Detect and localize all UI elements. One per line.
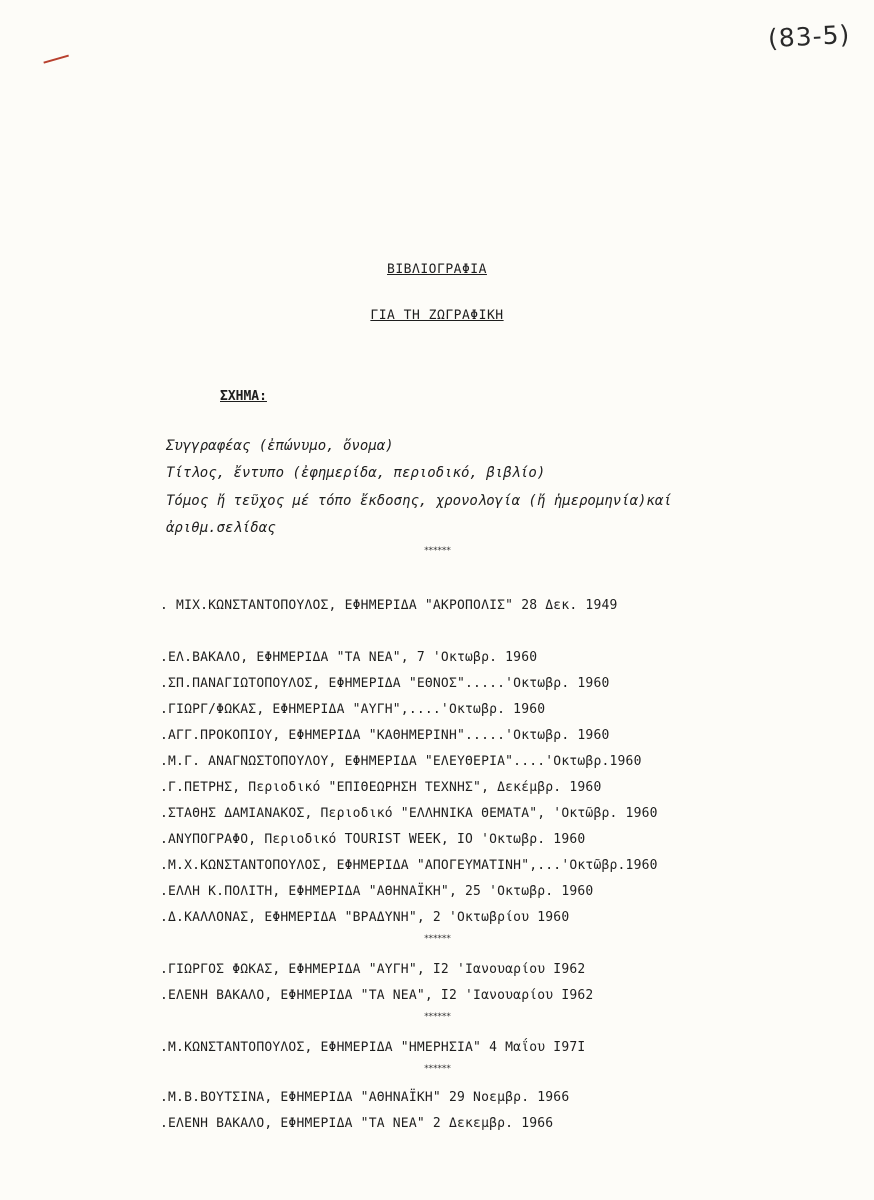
bibliography-entry: .Μ.Β.ΒΟΥΤΣΙΝΑ, ΕΦΗΜΕΡΙΔΑ "ΑΘΗΝΑΪΚΗ" 29 Νοεμβρ. 1966 — [160, 1090, 570, 1105]
bibliography-entry: .ΕΛ.ΒΑΚΑΛΟ, ΕΦΗΜΕΡΙΔΑ "ΤΑ ΝΕΑ", 7 'Οκτωβρ. 1960 — [160, 650, 538, 665]
separator: ****** — [423, 1012, 451, 1022]
page-subtitle: ΓΙΑ ΤΗ ΖΩΓΡΑΦΙΚΗ — [370, 308, 504, 323]
bibliography-entry: .ΕΛΕΝΗ ΒΑΚΑΛΟ, ΕΦΗΜΕΡΙΔΑ "ΤΑ ΝΕΑ", I2 'Ιανουαρίου I962 — [160, 988, 594, 1003]
handwritten-note: (83-5) — [767, 19, 851, 54]
bibliography-entry: .ΣΠ.ΠΑΝΑΓΙΩΤΟΠΟΥΛΟΣ, ΕΦΗΜΕΡΙΔΑ "ΕΘΝΟΣ".....'Οκτωβρ. 1960 — [160, 676, 610, 691]
separator: ****** — [423, 1064, 451, 1074]
bibliography-entry: .ΣΤΑΘΗΣ ΔΑΜΙΑΝΑΚΟΣ, Περιοδικό "ΕΛΛΗΝΙΚΑ ΘΕΜΑΤΑ", 'Οκτῶβρ. 1960 — [160, 806, 658, 821]
bibliography-entry: .Μ.Γ. ΑΝΑΓΝΩΣΤΟΠΟΥΛΟΥ, ΕΦΗΜΕΡΙΔΑ "ΕΛΕΥΘΕΡΙΑ"....'Οκτωβρ.1960 — [160, 754, 642, 769]
bibliography-entry: .Γ.ΠΕΤΡΗΣ, Περιοδικό "ΕΠΙΘΕΩΡΗΣΗ ΤΕΧΝΗΣ", Δεκέμβρ. 1960 — [160, 780, 602, 795]
schema-line: Συγγραφέας (ἐπώνυμο, ὄνομα) — [166, 438, 394, 454]
bibliography-entry: .Δ.ΚΑΛΛΟΝΑΣ, ΕΦΗΜΕΡΙΔΑ "ΒΡΑΔΥΝΗ", 2 'Οκτωβρίου 1960 — [160, 910, 570, 925]
bibliography-entry: .Μ.Χ.ΚΩΝΣΤΑΝΤΟΠΟΥΛΟΣ, ΕΦΗΜΕΡΙΔΑ "ΑΠΟΓΕΥΜΑΤΙΝΗ",...'Οκτῶβρ.1960 — [160, 858, 658, 873]
bibliography-entry: .ΕΛΕΝΗ ΒΑΚΑΛΟ, ΕΦΗΜΕΡΙΔΑ "ΤΑ ΝΕΑ" 2 Δεκεμβρ. 1966 — [160, 1116, 554, 1131]
page-title: ΒΙΒΛΙΟΓΡΑΦΙΑ — [387, 262, 487, 277]
bibliography-entry: .ΕΛΛΗ Κ.ΠΟΛΙΤΗ, ΕΦΗΜΕΡΙΔΑ "ΑΘΗΝΑΪΚΗ", 25 'Οκτωβρ. 1960 — [160, 884, 594, 899]
schema-label: ΣΧΗΜΑ: — [220, 389, 267, 404]
schema-line: ἀριθμ.σελίδας — [166, 520, 276, 536]
bibliography-entry: .ΑΝΥΠΟΓΡΑΦΟ, Περιοδικό TOURIST WEEK, IO 'Οκτωβρ. 1960 — [160, 832, 586, 847]
bibliography-entry: .ΓΙΩΡΓ/ΦΩΚΑΣ, ΕΦΗΜΕΡΙΔΑ "ΑΥΓΗ",....'Οκτωβρ. 1960 — [160, 702, 546, 717]
bibliography-entry: .Μ.ΚΩΝΣΤΑΝΤΟΠΟΥΛΟΣ, ΕΦΗΜΕΡΙΔΑ "ΗΜΕΡΗΣΙΑ" 4 Μαΐου I97I — [160, 1040, 586, 1055]
bibliography-entry: .ΓΙΩΡΓΟΣ ΦΩΚΑΣ, ΕΦΗΜΕΡΙΔΑ "ΑΥΓΗ", I2 'Ιανουαρίου I962 — [160, 962, 586, 977]
bibliography-entry: .ΑΓΓ.ΠΡΟΚΟΠΙΟΥ, ΕΦΗΜΕΡΙΔΑ "ΚΑΘΗΜΕΡΙΝΗ".....'Οκτωβρ. 1960 — [160, 728, 610, 743]
bibliography-entry: . ΜΙΧ.ΚΩΝΣΤΑΝΤΟΠΟΥΛΟΣ, ΕΦΗΜΕΡΙΔΑ "ΑΚΡΟΠΟΛΙΣ" 28 Δεκ. 1949 — [160, 598, 618, 613]
separator: ****** — [423, 546, 451, 556]
schema-line: Τίτλος, ἔντυπο (ἐφημερίδα, περιοδικό, βιβλίο) — [166, 465, 546, 481]
pen-mark — [43, 55, 70, 70]
schema-line: Τόμος ἤ τεῦχος μέ τόπο ἔκδοσης, χρονολογία (ἤ ἡμερομηνία)καί — [166, 493, 672, 509]
separator: ****** — [423, 934, 451, 944]
